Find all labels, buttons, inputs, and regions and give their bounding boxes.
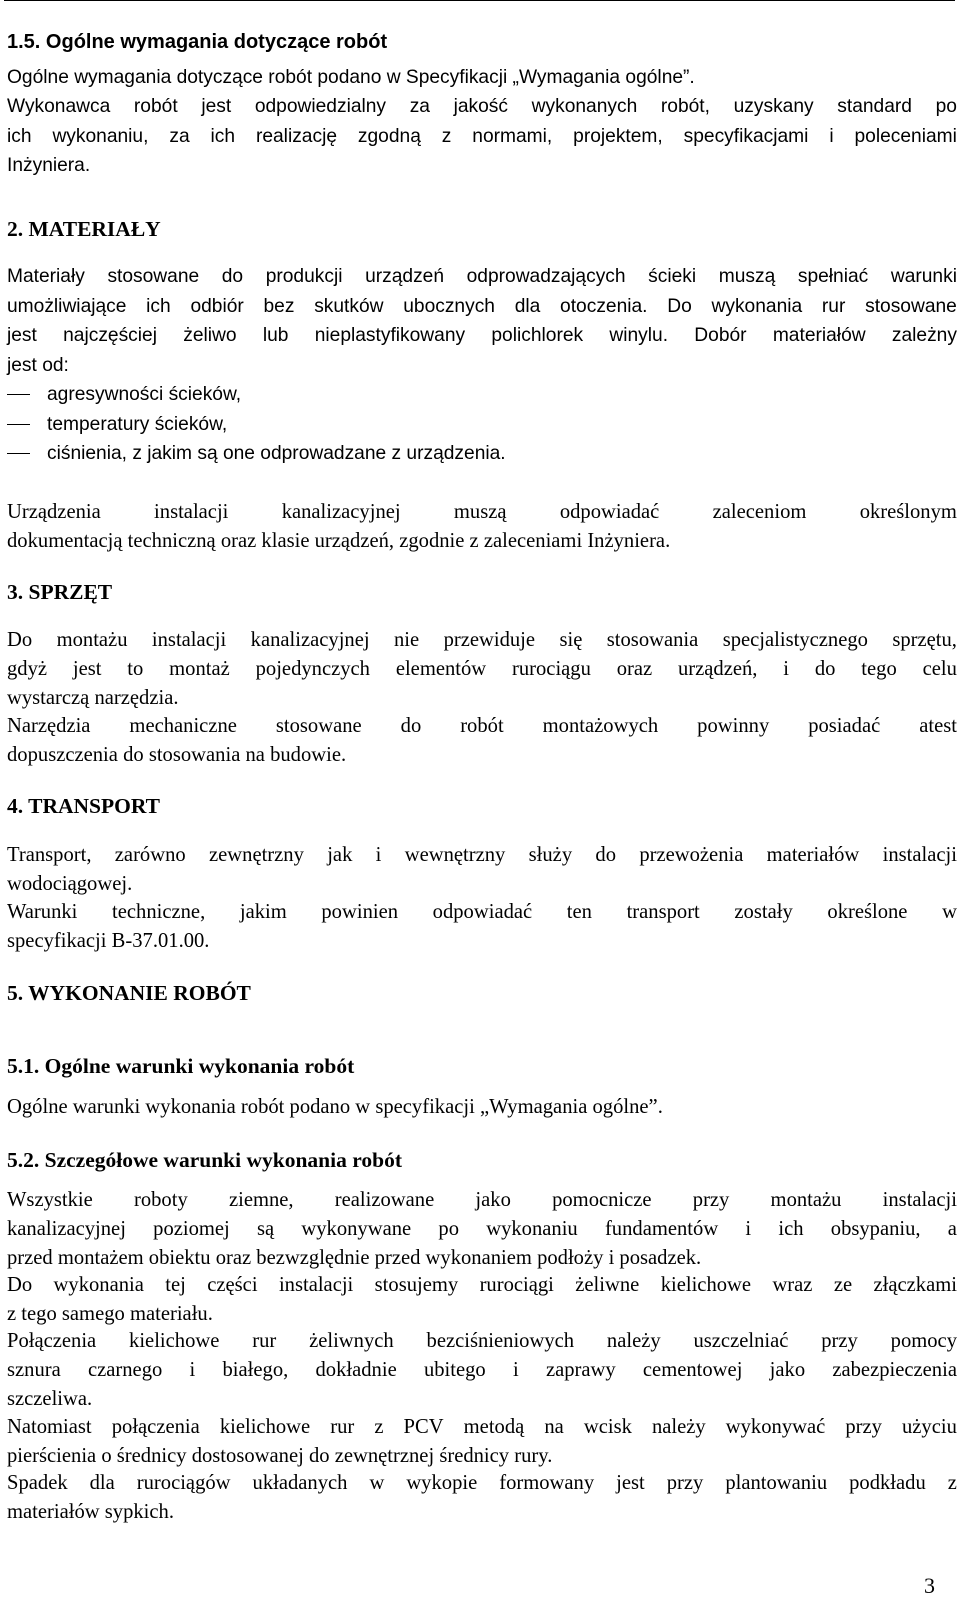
word: żeliwne: [575, 1274, 640, 1296]
word: poziomej: [153, 1217, 230, 1240]
word: stosowane: [275, 715, 362, 737]
text-line: przed montażem obiektu oraz bezwzględnie przed wykonaniem podłoży i posadzek.: [7, 1246, 702, 1269]
word: żeliwo: [183, 325, 237, 346]
word: Warunki: [7, 901, 78, 923]
word: odpowiadać: [432, 901, 533, 923]
word: ich: [146, 295, 171, 317]
word: wykonaniu,: [52, 125, 149, 147]
word: przy: [692, 1189, 730, 1211]
word: fundamentów: [604, 1217, 719, 1240]
word: i: [783, 657, 790, 680]
word: czarnego: [87, 1358, 163, 1381]
word: bezciśnieniowych: [426, 1330, 575, 1352]
text-line: [7, 122, 957, 152]
text-line: [7, 1356, 957, 1385]
word: umożliwiające: [7, 295, 127, 317]
text-line: Inżyniera.: [7, 155, 91, 176]
word: stosowane: [107, 266, 200, 287]
word: rur: [821, 295, 846, 317]
word: wykonanych: [531, 96, 638, 117]
word: zgodną: [357, 125, 421, 147]
word: transport: [626, 901, 700, 923]
word: najczęściej: [63, 325, 157, 346]
word: Połączenia: [7, 1330, 97, 1352]
text-line: [7, 262, 957, 292]
text-line: wodociągowej.: [7, 872, 133, 895]
word: robót: [133, 96, 178, 117]
word: i: [375, 844, 382, 866]
word: pomocnicze: [552, 1189, 652, 1211]
word: urządzeń: [365, 266, 445, 287]
section-2-paragraph-1: [7, 262, 957, 380]
word: bez: [263, 295, 295, 317]
word: stosowania: [606, 629, 699, 651]
text-line: wystarczą narzędzia.: [7, 686, 179, 709]
text-line: [7, 92, 957, 122]
word: stosowane: [865, 295, 957, 317]
text-line: [7, 626, 957, 655]
word: rurociągów: [136, 1472, 231, 1494]
word: Urządzenia: [7, 501, 101, 523]
word: rur: [330, 1416, 355, 1438]
word: przy: [666, 1472, 704, 1494]
word: montaż: [169, 657, 230, 680]
word: połączenia: [111, 1416, 200, 1438]
word: przy: [845, 1416, 882, 1438]
word: się: [559, 629, 583, 651]
word: wcisk: [583, 1416, 632, 1438]
word: po: [438, 1217, 459, 1240]
word: z: [947, 1472, 957, 1494]
word: poleceniami: [854, 125, 957, 147]
word: z: [441, 125, 452, 147]
word: rur: [252, 1330, 277, 1352]
text-line: [7, 841, 957, 870]
text-line: [7, 655, 957, 684]
text-line: [7, 1469, 957, 1498]
word: złączkami: [873, 1274, 957, 1296]
word: Do: [7, 629, 33, 651]
word: skutków: [314, 295, 384, 317]
word: zaprawy: [545, 1358, 616, 1381]
word: nie: [393, 629, 420, 651]
word: materiałów: [766, 844, 860, 866]
word: lub: [262, 325, 289, 346]
word: otoczenia.: [560, 295, 648, 317]
word: i: [745, 1217, 752, 1240]
section-2-paragraph-2: [7, 498, 957, 556]
word: wraz: [772, 1274, 813, 1296]
word: kanalizacyjnej: [281, 501, 401, 523]
word: to: [127, 657, 144, 680]
word: tej: [165, 1274, 186, 1296]
word: Narzędzia: [7, 715, 91, 737]
text-line: [7, 1413, 957, 1442]
word: mechaniczne: [129, 715, 237, 737]
word: Transport,: [7, 844, 92, 866]
word: Wszystkie: [7, 1189, 93, 1211]
word: kielichowe: [660, 1274, 752, 1296]
section-5-2-paragraph-4: [7, 1413, 957, 1471]
word: urządzeń,: [678, 657, 758, 680]
word: plantowaniu: [725, 1472, 828, 1494]
word: określonym: [859, 501, 957, 523]
word: zarówno: [114, 844, 186, 866]
word: jest: [616, 1472, 645, 1494]
word: montażu: [770, 1189, 842, 1211]
word: winylu.: [609, 325, 669, 346]
word: przewiduje: [443, 629, 536, 651]
word: montażu: [56, 629, 128, 651]
word: należy: [651, 1416, 706, 1438]
word: formowany: [499, 1472, 595, 1494]
word: specjalistycznego: [722, 629, 868, 651]
dash-bullet: [7, 453, 30, 454]
section-heading-3: 3. SPRZĘT: [7, 580, 113, 604]
word: instalacji: [151, 629, 227, 651]
section-4-paragraph-1: [7, 841, 957, 899]
word: kanalizacyjnej: [250, 629, 370, 651]
word: ziemne,: [228, 1189, 294, 1211]
section-5-2-paragraph-1: [7, 1186, 957, 1272]
word: obsypaniu,: [830, 1217, 921, 1240]
word: a: [947, 1217, 957, 1240]
word: Do: [7, 1274, 33, 1296]
word: do: [814, 657, 836, 680]
word: projektem,: [573, 125, 663, 147]
section-3-paragraph-1: [7, 626, 957, 712]
word: specyfikacjami: [683, 125, 809, 147]
dash-bullet: [7, 394, 30, 395]
word: Do: [667, 295, 692, 317]
header-rule: [4, 0, 955, 1]
section-5-1-paragraph-1: Ogólne warunki wykonania robót podano w specyfikacji „Wymagania ogólne”.: [7, 1096, 663, 1118]
word: części: [207, 1274, 258, 1296]
word: robót: [460, 715, 504, 737]
word: ścieki: [648, 266, 697, 287]
word: techniczne,: [112, 901, 206, 923]
word: nieplastyfikowany: [314, 325, 466, 346]
word: gdyż: [7, 657, 48, 680]
word: przewożenia: [639, 844, 744, 866]
word: powinien: [321, 901, 399, 923]
word: instalacji: [278, 1274, 354, 1296]
text-line: szczeliwa.: [7, 1387, 93, 1410]
word: ich: [778, 1217, 804, 1240]
word: w: [369, 1472, 385, 1494]
section-5-2-paragraph-2: [7, 1271, 957, 1329]
word: są: [257, 1217, 275, 1240]
word: produkcji: [265, 266, 343, 287]
word: instalacji: [154, 501, 229, 523]
word: standard: [837, 96, 912, 117]
section-3-paragraph-2: [7, 712, 957, 770]
section-heading-1-5: 1.5. Ogólne wymagania dotyczące robót: [7, 31, 388, 53]
word: realizowane: [334, 1189, 435, 1211]
text-line: [7, 712, 957, 741]
text-line: [7, 498, 957, 527]
list-item: agresywności ścieków,: [7, 380, 957, 410]
section-heading-2: 2. MATERIAŁY: [7, 217, 161, 241]
word: po: [935, 96, 957, 117]
word: wewnętrzny: [404, 844, 506, 866]
section-5-2-paragraph-3: [7, 1327, 957, 1413]
text-line: [7, 898, 957, 927]
word: pomocy: [890, 1330, 957, 1352]
text-line: [7, 1271, 957, 1300]
text-line: [7, 1215, 957, 1244]
word: materiałów: [772, 325, 866, 346]
word: zewnętrzny: [209, 844, 304, 866]
word: rurociągi: [479, 1274, 554, 1296]
word: ubitego: [423, 1358, 486, 1381]
text-line: [7, 1186, 957, 1215]
word: dla: [89, 1472, 115, 1494]
word: cementowej: [642, 1358, 743, 1381]
word: Natomiast: [7, 1416, 92, 1438]
word: metodą: [463, 1416, 525, 1438]
word: w: [942, 901, 957, 923]
text-line: [7, 1327, 957, 1356]
word: podkładu: [849, 1472, 926, 1494]
word: na: [544, 1416, 564, 1438]
text-line: specyfikacji B-37.01.00.: [7, 929, 210, 952]
word: celu: [922, 657, 957, 680]
text-line: [7, 321, 957, 351]
word: oraz: [616, 657, 653, 680]
word: i: [829, 125, 834, 147]
word: warunki: [890, 266, 957, 287]
word: dokładnie: [315, 1358, 397, 1381]
word: atest: [919, 715, 957, 737]
word: zabezpieczenia: [832, 1358, 957, 1381]
word: instalacji: [882, 1189, 957, 1211]
word: określone: [827, 901, 908, 923]
word: sprzętu,: [892, 629, 957, 651]
text-line: jest od:: [7, 354, 69, 376]
word: ze: [833, 1274, 853, 1296]
list-item: ciśnienia, z jakim są one odprowadzane z urządzenia.: [7, 439, 957, 469]
word: tego: [861, 657, 897, 680]
text-line: z tego samego materiału.: [7, 1302, 213, 1325]
word: PCV: [403, 1416, 444, 1438]
word: jako: [769, 1358, 806, 1381]
word: Wykonawca: [7, 96, 111, 117]
word: odbiór: [190, 295, 244, 317]
word: zostały: [734, 901, 793, 923]
word: wykonywane: [301, 1217, 412, 1240]
word: Dobór: [694, 325, 747, 346]
word: za: [409, 96, 430, 117]
word: zależny: [891, 325, 957, 346]
word: instalacji: [882, 844, 957, 866]
word: jak: [327, 844, 353, 866]
word: posiadać: [808, 715, 881, 737]
word: za: [169, 125, 190, 147]
word: przy: [821, 1330, 858, 1352]
word: elementów: [395, 657, 487, 680]
word: wykonaniu: [486, 1217, 578, 1240]
word: białego,: [222, 1358, 289, 1381]
word: odpowiadać: [559, 501, 660, 523]
word: jako: [475, 1189, 511, 1211]
word: stosujemy: [374, 1274, 459, 1296]
word: i: [512, 1358, 519, 1381]
word: i: [189, 1358, 196, 1381]
word: do: [595, 844, 617, 866]
section-1-5-paragraph-1: Ogólne wymagania dotyczące robót podano w Specyfikacji „Wymagania ogólne”.: [7, 67, 695, 88]
word: odprowadzających: [466, 266, 626, 287]
word: powinny: [697, 715, 770, 737]
page-number: 3: [924, 1573, 935, 1598]
word: do: [221, 266, 244, 287]
word: do: [400, 715, 422, 737]
section-1-5-paragraph-2: [7, 92, 957, 181]
word: wykonania: [711, 295, 803, 317]
word: ich: [210, 125, 236, 147]
word: jest: [201, 96, 232, 117]
word: muszą: [718, 266, 776, 287]
word: wykonania: [53, 1274, 144, 1296]
word: sznura: [7, 1358, 61, 1381]
word: wykopie: [406, 1472, 478, 1494]
word: jest: [72, 657, 102, 680]
section-heading-5-2: 5.2. Szczegółowe warunki wykonania robót: [7, 1148, 402, 1172]
word: ubocznych: [403, 295, 495, 317]
word: dla: [514, 295, 541, 317]
word: normami,: [472, 125, 553, 147]
word: zaleceniom: [712, 501, 807, 523]
word: należy: [606, 1330, 661, 1352]
section-4-paragraph-2: [7, 898, 957, 956]
word: ich: [7, 125, 32, 147]
word: wykonywać: [725, 1416, 826, 1438]
word: jakość: [453, 96, 508, 117]
word: polichlorek: [491, 325, 584, 346]
section-heading-5-1: 5.1. Ogólne warunki wykonania robót: [7, 1054, 355, 1078]
word: Spadek: [7, 1472, 68, 1494]
word: uzyskany: [733, 96, 814, 117]
word: ten: [566, 901, 592, 923]
text-line: materiałów sypkich.: [7, 1500, 174, 1523]
word: uszczelniać: [693, 1330, 789, 1352]
text-line: dokumentacją techniczną oraz klasie urządzeń, zgodnie z zaleceniami Inżyniera.: [7, 529, 671, 552]
word: Materiały: [7, 266, 85, 287]
word: montażowych: [542, 715, 659, 737]
word: użyciu: [902, 1416, 957, 1438]
word: jest: [7, 325, 37, 346]
word: jakim: [239, 901, 287, 923]
word: odpowiedzialny: [254, 96, 387, 117]
word: pojedynczych: [255, 657, 370, 680]
word: rurociągu: [512, 657, 591, 680]
list-item: temperatury ścieków,: [7, 410, 957, 440]
section-5-2-paragraph-5: [7, 1469, 957, 1527]
word: kielichowe: [219, 1416, 311, 1438]
word: żeliwnych: [309, 1330, 394, 1352]
word: z: [374, 1416, 384, 1438]
word: roboty: [133, 1189, 188, 1211]
word: kielichowe: [129, 1330, 220, 1352]
text-line: dopuszczenia do stosowania na budowie.: [7, 743, 347, 766]
word: układanych: [252, 1472, 348, 1494]
dash-bullet: [7, 424, 30, 425]
word: realizację: [255, 125, 338, 147]
section-heading-5: 5. WYKONANIE ROBÓT: [7, 981, 251, 1005]
section-heading-4: 4. TRANSPORT: [7, 794, 160, 818]
word: służy: [528, 844, 573, 866]
word: robót,: [660, 96, 710, 117]
text-line: [7, 292, 957, 322]
section-2-list: [7, 380, 957, 469]
word: muszą: [453, 501, 507, 523]
word: spełniać: [797, 266, 869, 287]
word: kanalizacyjnej: [7, 1217, 126, 1240]
text-line: pierścienia o średnicy dostosowanej do zewnętrznej średnicy rury.: [7, 1444, 553, 1467]
